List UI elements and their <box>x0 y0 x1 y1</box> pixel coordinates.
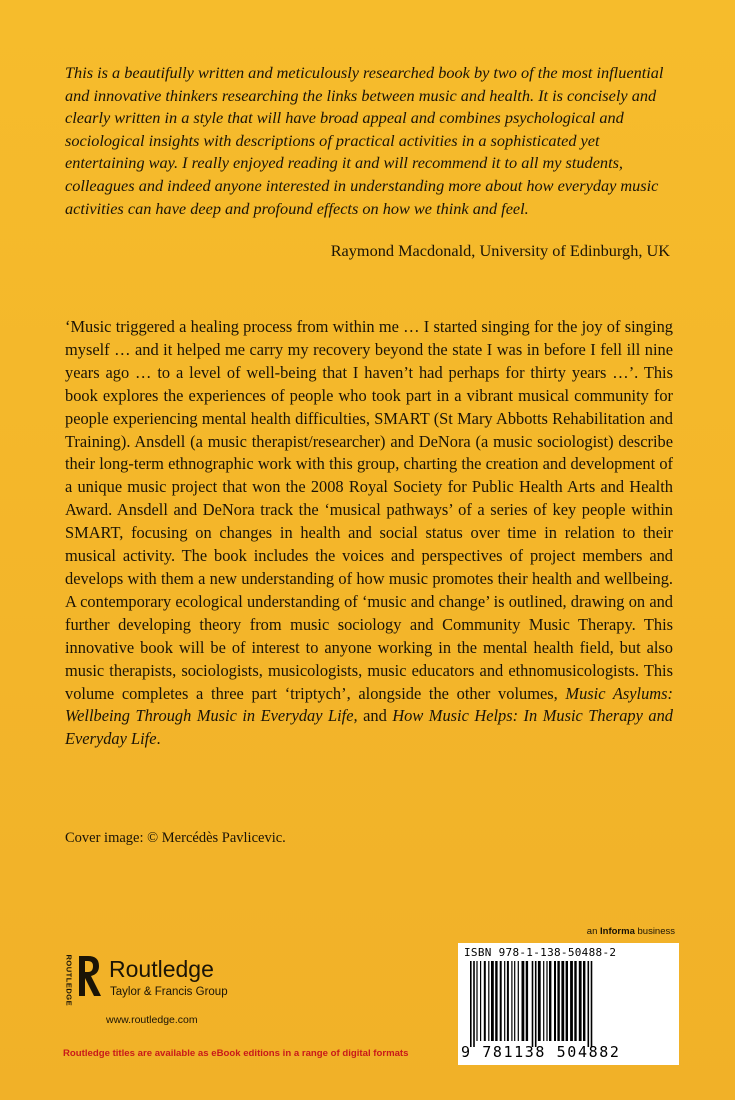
informa-name: Informa <box>600 926 635 937</box>
barcode-bar <box>591 961 593 1047</box>
barcode-bar <box>526 961 528 1041</box>
barcode-bar <box>500 961 502 1041</box>
isbn-barcode <box>458 943 679 1065</box>
barcode-bar <box>511 961 512 1041</box>
barcode-bar <box>574 961 576 1041</box>
endorsement-quote: This is a beautifully written and meticulously researched book by two of the most influential and innovative thinkers researching the links between music and health. It is concisely and clearly written in a style that will have broad appeal and combines psychological and sociological insights with descriptions of practical activities in a sophisticated yet entertaining way. I really enjoyed reading it and will recommend it to all my students, colleagues and indeed anyone interested in understanding more about how everyday music activities can have deep and profound effects on how we think and feel. <box>65 63 664 218</box>
publisher-name: Routledge <box>109 956 214 982</box>
informa-suffix: business <box>637 926 675 937</box>
barcode-bar <box>583 961 585 1041</box>
vertical-wordmark-text: ROUTLEDGE <box>64 954 74 1007</box>
barcode-bar <box>566 961 568 1041</box>
barcode-bar <box>514 961 515 1041</box>
ebook-availability-note: Routledge titles are available as eBook editions in a range of digital formats <box>63 1048 409 1059</box>
barcode-bar <box>480 961 481 1041</box>
barcode-bar <box>476 961 477 1041</box>
informa-business-line <box>555 926 675 937</box>
barcode-bar <box>532 961 534 1047</box>
barcode-bar <box>484 961 486 1041</box>
endorsement-attribution: Raymond Macdonald, University of Edinburgh, UK <box>330 241 670 260</box>
cover-image-credit: Cover image: © Mercédès Pavlicevic. <box>65 830 286 846</box>
barcode-bar <box>488 961 489 1041</box>
routledge-r-mark-icon <box>77 954 103 998</box>
publisher-url[interactable]: www.routledge.com <box>106 1014 198 1026</box>
barcode-bar <box>535 961 537 1047</box>
publisher-group: Taylor & Francis Group <box>110 986 228 998</box>
title-music-asylums: Music Asylums: Wellbeing Through Music in Everyday Life, <box>65 683 673 726</box>
barcode-bar <box>518 961 519 1041</box>
routledge-vertical-wordmark <box>63 954 75 1012</box>
barcode-bar <box>554 961 556 1041</box>
barcode-bar <box>561 961 564 1041</box>
barcode-bar <box>491 961 494 1041</box>
barcode-bar <box>546 961 547 1041</box>
barcode-bar <box>507 961 509 1041</box>
routledge-logo <box>63 948 323 1028</box>
barcode-digits: 9 781138 504882 <box>461 1043 621 1061</box>
barcode-bar <box>522 961 525 1041</box>
description-end: . <box>156 729 161 749</box>
barcode-bar <box>495 961 497 1041</box>
description-text: ‘Music triggered a healing process from within me … I started singing for the joy of singing myself … and it helped me carry my recovery beyond the state I was in before I fell ill nine years ago … to a level of well-being that I haven’t had perhaps for thirty years …’. This book explores the experiences of people who took part in a vibrant musical community for people experiencing mental health difficulties, SMART (St Mary Abbotts Rehabilitation and Training). Ansdell (a music therapist/researcher) and DeNora (a music sociologist) describe their long-term ethnographic work with this group, charting the creation and development of a unique music project that won the 2008 Royal Society for Public Health Arts and Health Award. Ansdell and DeNora track the ‘musical pathways’ of a series of key people within SMART, focusing on changes in health and social status over time in relation to their musical activity. The book includes the voices and perspectives of project members and develops with them a new understanding of how music promotes their health and wellbeing. A contemporary ecological understanding of ‘music and change’ is outlined, drawing on and further developing theory from music sociology and Community Music Therapy. This innovative book will be of interest to anyone working in the mental health field, but also music therapists, sociologists, musicologists, music educators and ethnomusicologists. This volume completes a three part ‘triptych’, alongside the other volumes, <box>65 317 673 703</box>
isbn-label: ISBN 978-1-138-50488-2 <box>464 946 617 959</box>
description-connector: and <box>363 706 387 726</box>
barcode-bar <box>470 961 472 1047</box>
barcode-bar <box>557 961 559 1041</box>
barcode-bar <box>588 961 590 1047</box>
barcode-bars <box>458 961 679 1047</box>
title-how-music-helps: How Music Helps: In Music Therapy and Everyday Life <box>65 706 673 749</box>
barcode-bar <box>504 961 505 1041</box>
book-description <box>65 316 673 751</box>
barcode-bar <box>543 961 544 1041</box>
informa-prefix: an <box>586 926 598 937</box>
barcode-bar <box>473 961 475 1047</box>
barcode-bar <box>579 961 582 1041</box>
barcode-bar <box>538 961 541 1041</box>
barcode-bar <box>549 961 551 1041</box>
barcode-bar <box>570 961 573 1041</box>
